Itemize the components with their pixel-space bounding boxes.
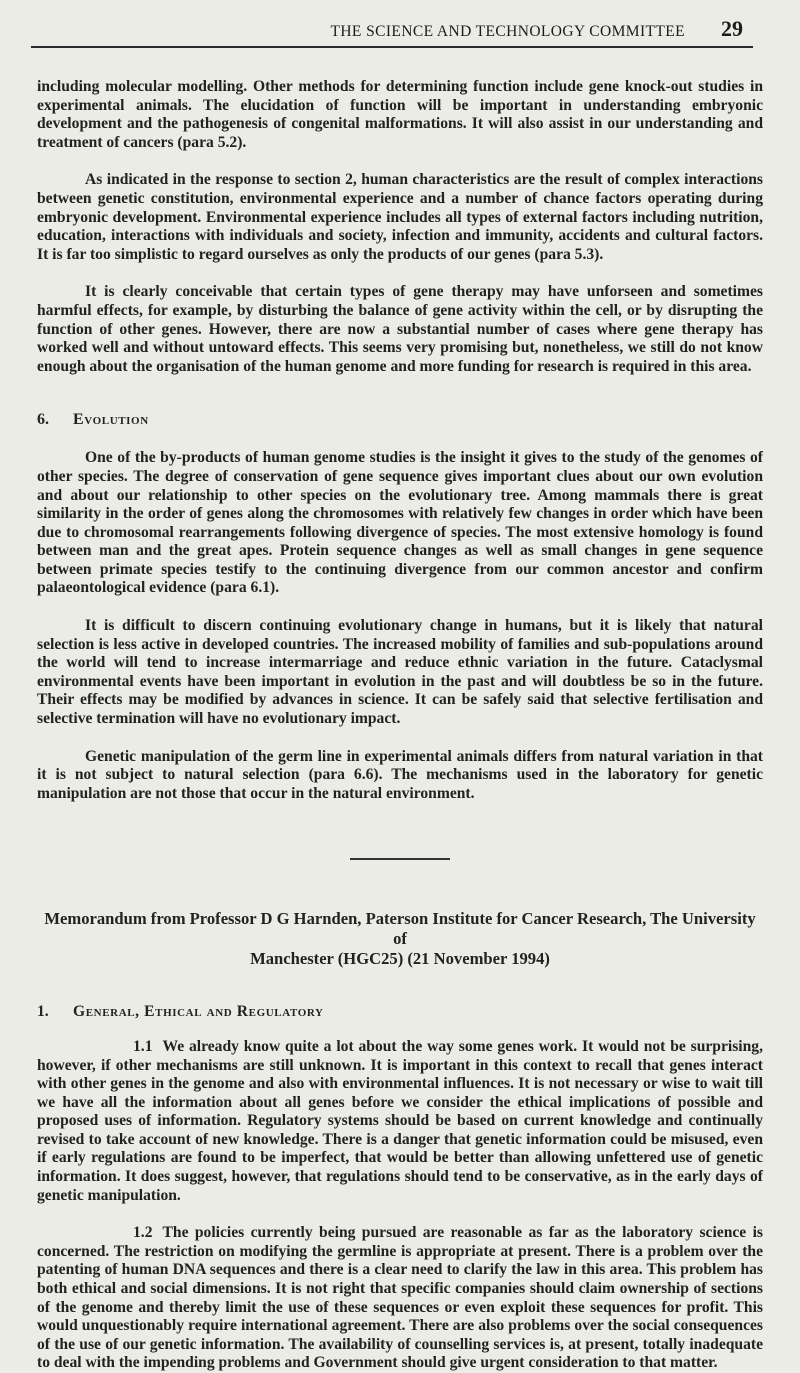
memorandum-title-line-2: Manchester (HGC25) (21 November 1994) bbox=[250, 948, 550, 968]
section-title: General, Ethical and Regulatory bbox=[73, 1002, 324, 1020]
paragraph-text: The policies currently being pursued are reasonable as far as the laboratory science is concerned. The restriction on modifying the germline is appropriate at present. There is a problem over the patenting of human DNA sequences and there is a clear need to clarify the law in this area. This problem has both ethical and social dimensions. It is not right that specific companies should claim ownership of sections of the genome and thereby limit the use of these sequences or even exploit these sequences for profit. This would unquestionably require international agreement. There are also problems over the social consequences of the use of our genetic information. The availability of counselling services is, at present, totally inadequate to deal with the impending problems and Government should give urgent consideration to that matter. bbox=[37, 1224, 763, 1372]
memorandum-section-heading bbox=[37, 1003, 763, 1021]
paragraph-text: We already know quite a lot about the way some genes work. It would not be surprising, however, if other mechanisms are still unknown. It is important in this context to recall that genes interact with other genes in the genome and also with environmental influences. It is not necessary or wise to wait till we have all the information about all genes before we consider the ethical implications of possible and proposed uses of information. Regulatory systems should be based on current knowledge and continually revised to take account of new knowledge. There is a danger that genetic information could be misused, even if early regulations are found to be imperfect, that would be better than allowing unfettered use of genetic information. It does suggest, however, that regulations should tend to be conservative, as in the early days of genetic manipulation. bbox=[37, 1037, 763, 1204]
paragraph: It is difficult to discern continuing evolutionary change in humans, but it is likely that natural selection is less active in developed countries. The increased mobility of families and sub-populations around the world will tend to increase intermarriage and reduce ethnic variation in the future. Cataclysmal environmental events have been important in evolution in the past and will doubtless be so in the future. Their effects may be modified by advances in science. It can be safely said that selective fertilisation and selective termination will have no evolutionary impact. bbox=[37, 617, 763, 728]
paragraph-number: 1.1 bbox=[133, 1037, 153, 1055]
numbered-paragraph-1-2 bbox=[37, 1224, 763, 1373]
memorandum-title bbox=[37, 909, 763, 969]
header-rule bbox=[31, 46, 753, 48]
numbered-paragraph-1-1 bbox=[37, 1038, 763, 1205]
paragraph: It is clearly conceivable that certain types of gene therapy may have unforseen and sometimes harmful effects, for example, by disturbing the balance of gene activity within the cell, or by disrupting the function of other genes. However, there are now a substantial number of cases where gene therapy has worked well and without untoward effects. This seems very promising but, nonetheless, we still do not know enough about the organisation of the human genome and more funding for research is required in this area. bbox=[37, 283, 763, 375]
section-title: Evolution bbox=[73, 411, 149, 429]
memorandum-title-line-1: Memorandum from Professor D G Harnden, Paterson Institute for Cancer Research, The University of bbox=[44, 908, 756, 948]
running-title: THE SCIENCE AND TECHNOLOGY COMMITTEE bbox=[330, 23, 685, 40]
running-header bbox=[37, 0, 763, 42]
paragraph-continued: including molecular modelling. Other methods for determining function include gene knock-out studies in experimental animals. The elucidation of function will be important in understanding embryonic development and the pathogenesis of congenital malformations. It will also assist in our understanding and treatment of cancers (para 5.2). bbox=[37, 78, 763, 151]
section-number: 1. bbox=[37, 1002, 49, 1020]
paragraph: Genetic manipulation of the germ line in experimental animals differs from natural variation in that it is not subject to natural selection (para 6.6). The mechanisms used in the laboratory for genetic manipulation are not those that occur in the natural environment. bbox=[37, 747, 763, 802]
section-number: 6. bbox=[37, 411, 49, 429]
paragraph: One of the by-products of human genome studies is the insight it gives to the study of the genomes of other species. The degree of conservation of gene sequence gives important clues about our own evolution and about our relationship to other species on the evolutionary tree. Among mammals there is great similarity in the order of genes along the chromosomes with relatively few changes in order which have been due to chromosomal rearrangements following divergence of species. The most extensive homology is found between man and the great apes. Protein sequence changes as well as small changes in gene sequence between primate species testify to the continuing divergence from our common ancestor and confirm palaeontological evidence (para 6.1). bbox=[37, 449, 763, 597]
section-divider bbox=[350, 858, 450, 860]
paragraph-number: 1.2 bbox=[133, 1224, 153, 1242]
section-heading-evolution bbox=[37, 411, 763, 429]
paragraph: As indicated in the response to section 2, human characteristics are the result of complex interactions between genetic constitution, environmental experience and a number of chance factors operating during embryonic development. Environmental experience includes all types of external factors including nutrition, education, interactions with individuals and society, infection and immunity, accidents and cultural factors. It is far too simplistic to regard ourselves as only the products of our genes (para 5.3). bbox=[37, 171, 763, 263]
page-number: 29 bbox=[721, 16, 743, 41]
